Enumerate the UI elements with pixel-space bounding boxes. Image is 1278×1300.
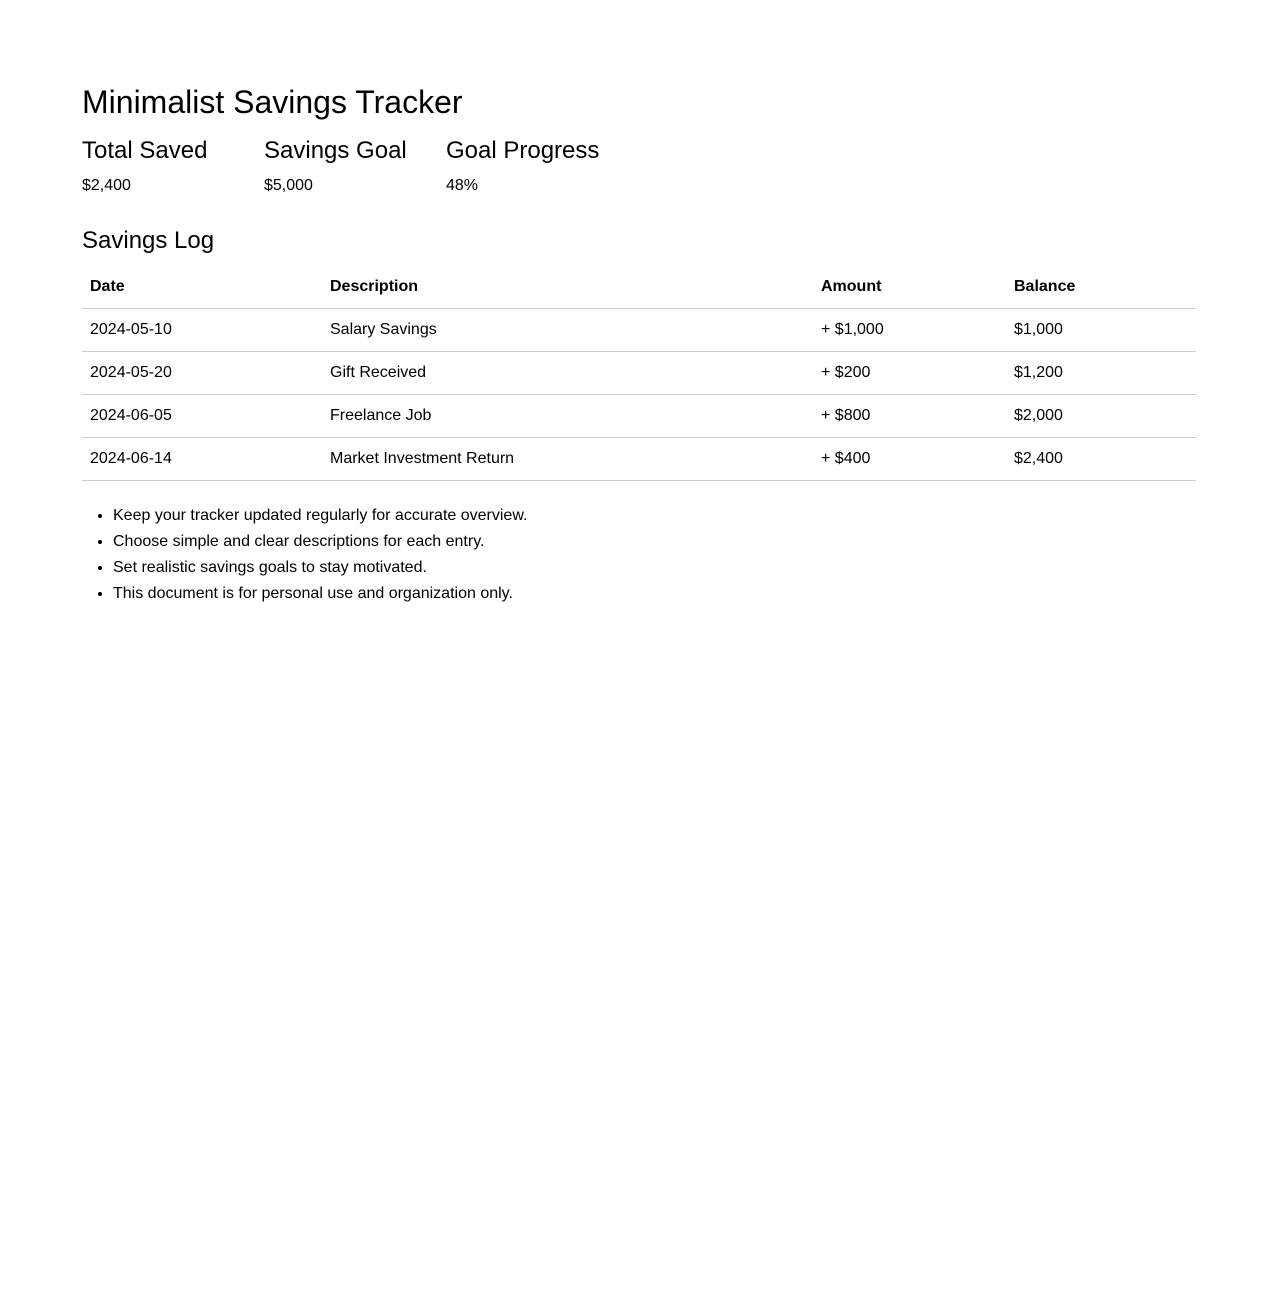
cell-amount: + $1,000 [813, 309, 1006, 352]
cell-date: 2024-06-14 [82, 438, 322, 481]
table-row [82, 438, 1196, 481]
tip-item: • Keep your tracker updated regularly for accurate overview. [113, 503, 527, 529]
stat-goal-progress [446, 136, 628, 195]
tip-item: • Set realistic savings goals to stay motivated. [113, 555, 527, 581]
cell-description: Market Investment Return [322, 438, 813, 481]
stat-value: $5,000 [264, 177, 313, 194]
column-header-balance: Balance [1006, 266, 1196, 309]
table-row [82, 352, 1196, 395]
cell-balance: $1,000 [1006, 309, 1196, 352]
cell-description: Gift Received [322, 352, 813, 395]
cell-date: 2024-05-10 [82, 309, 322, 352]
stat-total-saved [82, 136, 264, 195]
table-row [82, 395, 1196, 438]
tip-item: • This document is for personal use and organization only. [113, 581, 527, 607]
column-header-amount: Amount [813, 266, 1006, 309]
tip-item: • Choose simple and clear descriptions for each entry. [113, 529, 527, 555]
savings-log-table [82, 266, 1196, 481]
stat-label: Total Saved [82, 137, 208, 164]
cell-date: 2024-05-20 [82, 352, 322, 395]
cell-description: Freelance Job [322, 395, 813, 438]
cell-amount: + $800 [813, 395, 1006, 438]
cell-description: Salary Savings [322, 309, 813, 352]
stat-value: $2,400 [82, 177, 131, 194]
page-title: Minimalist Savings Tracker [82, 84, 463, 120]
column-header-date: Date [82, 266, 322, 309]
tips-list [82, 503, 527, 607]
stat-savings-goal [264, 136, 446, 195]
table-header-row [82, 266, 1196, 309]
savings-log-title: Savings Log [82, 227, 215, 254]
column-header-description: Description [322, 266, 813, 309]
stat-label: Goal Progress [446, 137, 600, 164]
stat-label: Savings Goal [264, 137, 407, 164]
stat-value: 48% [446, 177, 479, 194]
cell-balance: $2,400 [1006, 438, 1196, 481]
cell-balance: $1,200 [1006, 352, 1196, 395]
cell-date: 2024-06-05 [82, 395, 322, 438]
table-row [82, 309, 1196, 352]
cell-amount: + $200 [813, 352, 1006, 395]
cell-balance: $2,000 [1006, 395, 1196, 438]
cell-amount: + $400 [813, 438, 1006, 481]
stats-summary [82, 136, 628, 195]
